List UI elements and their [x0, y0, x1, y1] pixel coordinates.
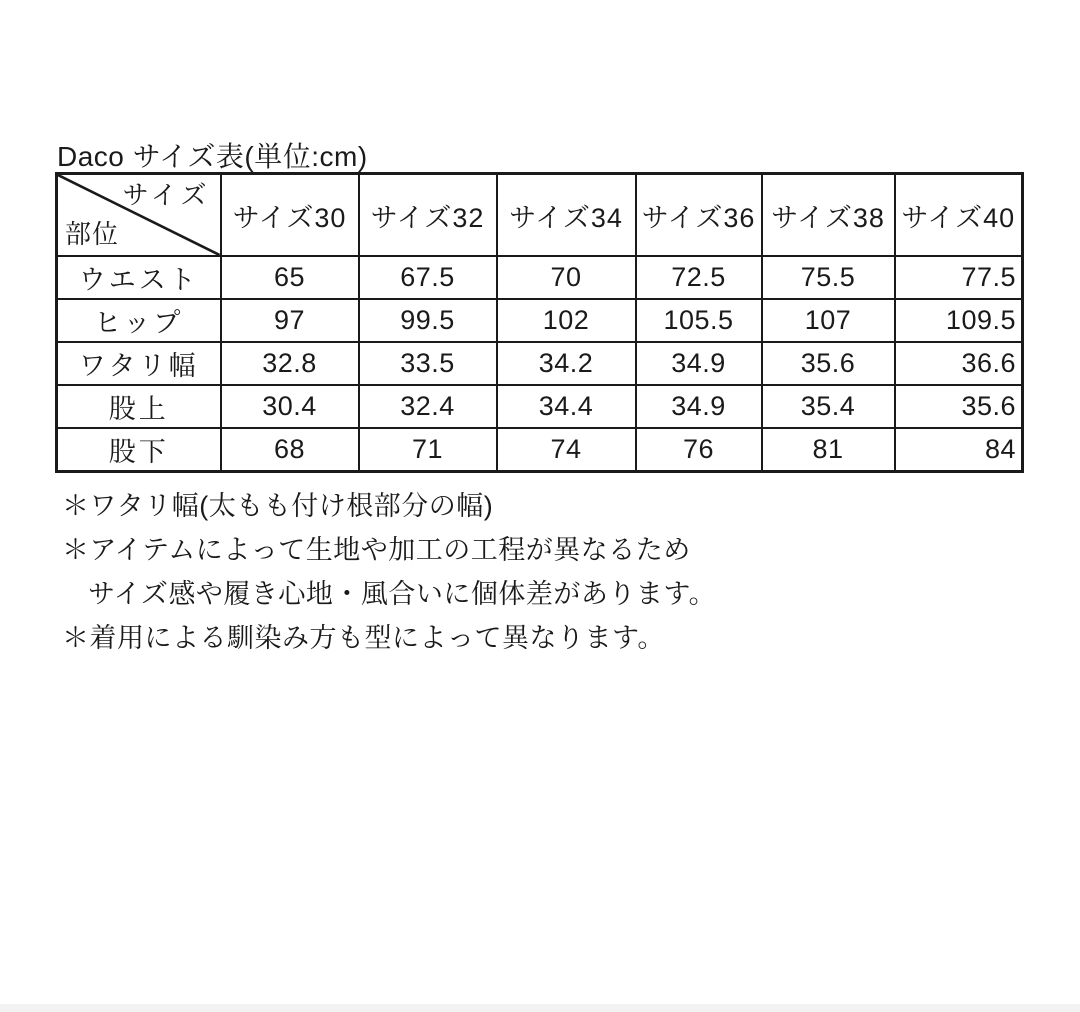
footnote-wear-variation: ＊着用による馴染み方も型によって異なります。 — [62, 623, 665, 653]
row-label-waist: ウエスト — [57, 256, 221, 299]
cell-waist-size32: 67.5 — [359, 256, 497, 299]
cell-waist-size36: 72.5 — [636, 256, 762, 299]
cell-waist-size30: 65 — [221, 256, 359, 299]
cell-rise-size32: 32.4 — [359, 385, 497, 428]
cell-thigh-size38: 35.6 — [762, 342, 895, 385]
cell-waist-size38: 75.5 — [762, 256, 895, 299]
corner-label-size: サイズ — [122, 180, 211, 210]
footnote-item-variation-line2: サイズ感や履き心地・風合いに個体差があります。 — [88, 579, 717, 609]
column-header-size36: サイズ36 — [636, 174, 762, 257]
cell-inseam-size36: 76 — [636, 428, 762, 472]
cell-inseam-size34: 74 — [497, 428, 636, 472]
cell-thigh-size40: 36.6 — [895, 342, 1023, 385]
cell-rise-size34: 34.4 — [497, 385, 636, 428]
cell-rise-size40: 35.6 — [895, 385, 1023, 428]
size-table — [55, 172, 1024, 473]
cell-inseam-size30: 68 — [221, 428, 359, 472]
cell-hip-size36: 105.5 — [636, 299, 762, 342]
cell-inseam-size38: 81 — [762, 428, 895, 472]
cell-rise-size36: 34.9 — [636, 385, 762, 428]
cell-inseam-size40: 84 — [895, 428, 1023, 472]
corner-label-part: 部位 — [65, 219, 120, 250]
column-header-size38: サイズ38 — [762, 174, 895, 257]
cell-hip-size34: 102 — [497, 299, 636, 342]
cell-thigh-size36: 34.9 — [636, 342, 762, 385]
table-row-thigh-width — [57, 342, 1023, 385]
cell-hip-size40: 109.5 — [895, 299, 1023, 342]
column-header-size30: サイズ30 — [221, 174, 359, 257]
footnote-thigh-width-definition: ＊ワタリ幅(太もも付け根部分の幅) — [62, 491, 494, 521]
cell-rise-size38: 35.4 — [762, 385, 895, 428]
column-header-size40: サイズ40 — [895, 174, 1023, 257]
cell-waist-size40: 77.5 — [895, 256, 1023, 299]
cell-thigh-size30: 32.8 — [221, 342, 359, 385]
table-row-hip — [57, 299, 1023, 342]
cell-waist-size34: 70 — [497, 256, 636, 299]
cell-rise-size30: 30.4 — [221, 385, 359, 428]
row-label-hip: ヒップ — [57, 299, 221, 342]
footnotes — [62, 484, 716, 660]
row-label-inseam: 股下 — [57, 428, 221, 472]
cell-thigh-size34: 34.2 — [497, 342, 636, 385]
column-header-size32: サイズ32 — [359, 174, 497, 257]
table-row-inseam — [57, 428, 1023, 472]
cell-hip-size30: 97 — [221, 299, 359, 342]
column-header-size34: サイズ34 — [497, 174, 636, 257]
cell-inseam-size32: 71 — [359, 428, 497, 472]
table-row-rise — [57, 385, 1023, 428]
bottom-edge-band — [0, 1004, 1080, 1012]
cell-hip-size32: 99.5 — [359, 299, 497, 342]
footnote-item-variation-line1: ＊アイテムによって生地や加工の工程が異なるため — [62, 535, 691, 565]
table-row-waist — [57, 256, 1023, 299]
corner-cell — [57, 174, 221, 257]
row-label-thigh-width: ワタリ幅 — [57, 342, 221, 385]
cell-hip-size38: 107 — [762, 299, 895, 342]
header-row — [57, 174, 1023, 257]
row-label-rise: 股上 — [57, 385, 221, 428]
cell-thigh-size32: 33.5 — [359, 342, 497, 385]
page-title: Daco サイズ表(単位:cm) — [57, 141, 368, 172]
